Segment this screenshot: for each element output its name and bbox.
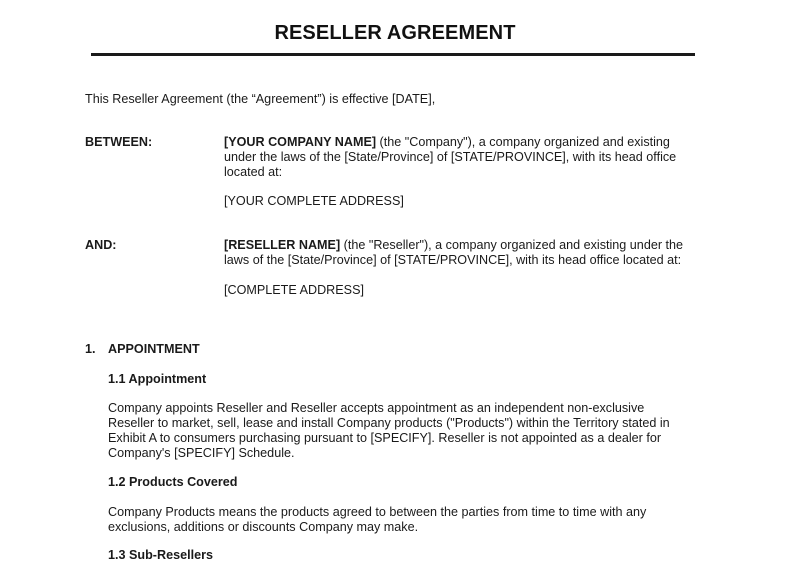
party-description-company [224, 135, 704, 180]
party-line [224, 238, 704, 253]
party-line: under the laws of the [State/Province] of [STATE/PROVINCE], with its head office [224, 150, 677, 164]
subsection-paragraph [108, 505, 708, 535]
intro-paragraph: This Reseller Agreement (the “Agreement”) is effective [DATE], [85, 92, 436, 106]
paragraph-line: Exhibit A to consumers purchasing pursuant to [SPECIFY]. Reseller is not appointed as a dealer for [108, 431, 662, 445]
party-line: located at: [224, 165, 283, 179]
subsection-paragraph [108, 401, 708, 461]
paragraph-line: Company's [SPECIFY] Schedule. [108, 446, 295, 460]
company-name-placeholder: [YOUR COMPANY NAME] [224, 135, 377, 149]
document-title: RESELLER AGREEMENT [274, 22, 516, 44]
party-text: (the "Reseller"), a company organized and existing under the [340, 238, 684, 252]
party-line: laws of the [State/Province] of [STATE/PROVINCE], with its head office located at: [224, 253, 682, 267]
paragraph-line: Company appoints Reseller and Reseller accepts appointment as an independent non-exclusive [108, 401, 645, 415]
paragraph-line: Reseller to market, sell, lease and install Company products ("Products") within the Territory stated in [108, 416, 670, 430]
company-address-placeholder: [YOUR COMPLETE ADDRESS] [224, 194, 404, 208]
party-label-and: AND: [85, 238, 117, 252]
paragraph-line: Company Products means the products agreed to between the parties from time to time with any [108, 505, 647, 519]
title-divider [91, 53, 695, 56]
reseller-address-placeholder: [COMPLETE ADDRESS] [224, 283, 364, 297]
party-description-reseller [224, 238, 704, 268]
party-text: (the "Company"), a company organized and existing [376, 135, 670, 149]
reseller-name-placeholder: [RESELLER NAME] [224, 238, 341, 252]
subsection-title: 1.1 Appointment [108, 372, 207, 386]
section-title: APPOINTMENT [108, 342, 200, 356]
party-line [224, 135, 704, 150]
section-number: 1. [85, 342, 96, 356]
subsection-title: 1.3 Sub-Resellers [108, 548, 213, 562]
subsection-title: 1.2 Products Covered [108, 475, 238, 489]
paragraph-line: exclusions, additions or discounts Company may make. [108, 520, 419, 534]
party-label-between: BETWEEN: [85, 135, 153, 149]
